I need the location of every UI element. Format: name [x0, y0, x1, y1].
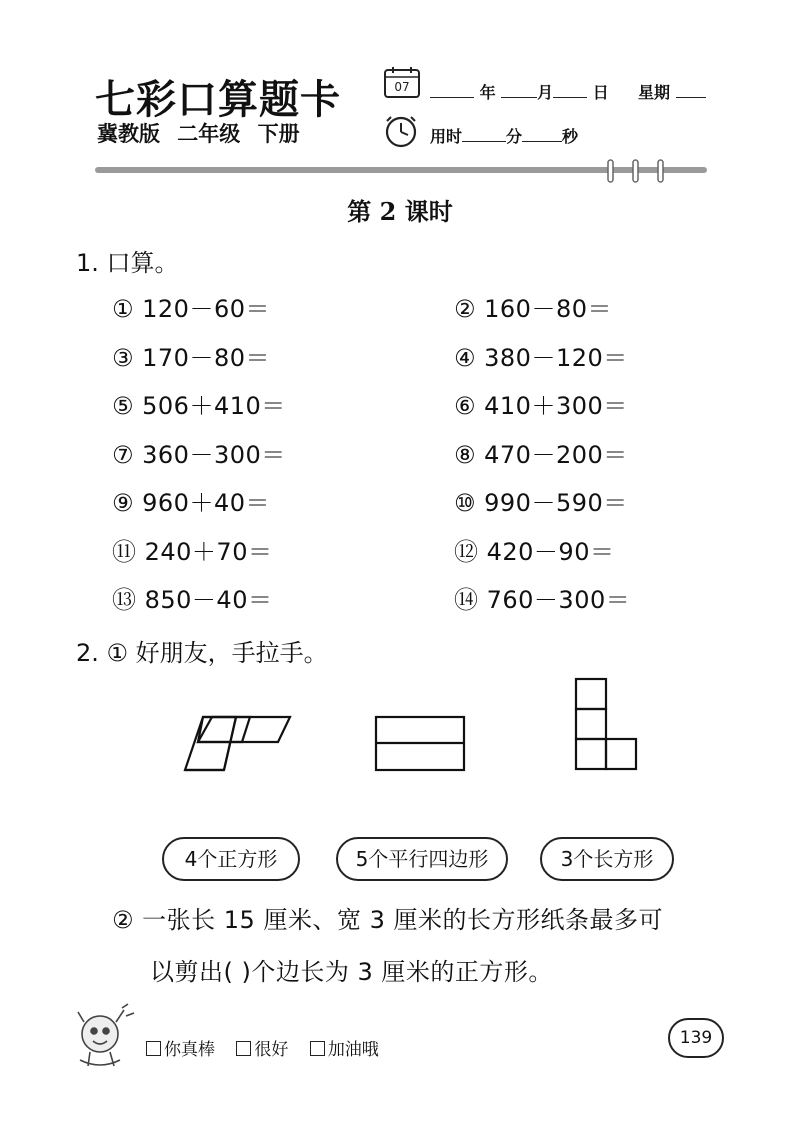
time-label: 用时 — [430, 127, 463, 146]
month-blank[interactable] — [501, 83, 537, 98]
calc-item-9: ⑨ 960＋40＝ — [112, 489, 270, 517]
option-pill-rectangles[interactable]: 3个长方形 — [540, 837, 674, 881]
seconds-blank[interactable] — [522, 127, 562, 142]
calc-item-4: ④ 380－120＝ — [454, 344, 628, 372]
question-1-heading: 1. 口算。 — [76, 249, 179, 277]
calc-item-6: ⑥ 410＋300＝ — [454, 392, 628, 420]
divider-knobs-icon — [604, 158, 668, 184]
calc-item-13: ⑬ 850－40＝ — [112, 586, 273, 614]
day-label: 日 — [592, 83, 609, 102]
rating-good[interactable] — [236, 1035, 288, 1060]
minutes-label: 分 — [506, 127, 523, 146]
checkbox-good[interactable] — [236, 1041, 251, 1056]
day-blank[interactable] — [553, 83, 587, 98]
shape-figures — [170, 672, 650, 782]
checkbox-great[interactable] — [146, 1041, 161, 1056]
question-2-part2-line2: 以剪出( )个边长为 3 厘米的正方形。 — [150, 958, 553, 986]
squares-figure — [576, 679, 636, 769]
calendar-day: 07 — [394, 80, 410, 94]
date-fill-line — [430, 80, 706, 103]
lesson-title: 第 2 课时 — [347, 197, 453, 226]
clock-icon — [383, 113, 419, 149]
rating-options — [146, 1035, 395, 1060]
calc-item-14: ⑭ 760－300＝ — [454, 586, 631, 614]
year-label: 年 — [479, 83, 496, 102]
brand-title: 七彩口算题卡 — [95, 77, 341, 123]
question-2-part2-line1: ② 一张长 15 厘米、宽 3 厘米的长方形纸条最多可 — [112, 906, 663, 934]
checkbox-keep-trying[interactable] — [310, 1041, 325, 1056]
rating-great[interactable] — [146, 1035, 215, 1060]
calc-item-12: ⑫ 420－90＝ — [454, 538, 615, 566]
week-blank[interactable] — [676, 83, 706, 98]
rating-keep-trying-label: 加油哦 — [327, 1040, 379, 1060]
rating-keep-trying[interactable] — [310, 1035, 379, 1060]
calendar-icon — [383, 67, 421, 99]
question-2-heading: 2. ① 好朋友，手拉手。 — [76, 639, 328, 667]
calc-item-1: ① 120－60＝ — [112, 295, 270, 323]
calc-item-2: ② 160－80＝ — [454, 295, 612, 323]
brand-subtitle: 冀教版 二年级 下册 — [97, 122, 300, 146]
calc-item-10: ⑩ 990－590＝ — [454, 489, 628, 517]
rectangle-figure — [376, 717, 464, 770]
rating-good-label: 很好 — [254, 1040, 289, 1060]
time-fill-line — [430, 124, 578, 147]
parallelogram-figure — [185, 717, 290, 770]
option-pill-squares[interactable]: 4个正方形 — [162, 837, 300, 881]
calc-item-7: ⑦ 360－300＝ — [112, 441, 286, 469]
year-blank[interactable] — [430, 83, 474, 98]
calc-item-8: ⑧ 470－200＝ — [454, 441, 628, 469]
page-number: 139 — [668, 1018, 724, 1058]
rating-great-label: 你真棒 — [164, 1040, 215, 1060]
calc-item-11: ⑪ 240＋70＝ — [112, 538, 273, 566]
week-label: 星期 — [637, 83, 670, 102]
mascot-icon — [70, 1000, 142, 1072]
minutes-blank[interactable] — [462, 127, 506, 142]
option-pill-parallelograms[interactable]: 5个平行四边形 — [336, 837, 508, 881]
calc-item-5: ⑤ 506＋410＝ — [112, 392, 286, 420]
month-label: 月 — [537, 83, 554, 102]
calc-item-3: ③ 170－80＝ — [112, 344, 270, 372]
seconds-label: 秒 — [562, 127, 579, 146]
